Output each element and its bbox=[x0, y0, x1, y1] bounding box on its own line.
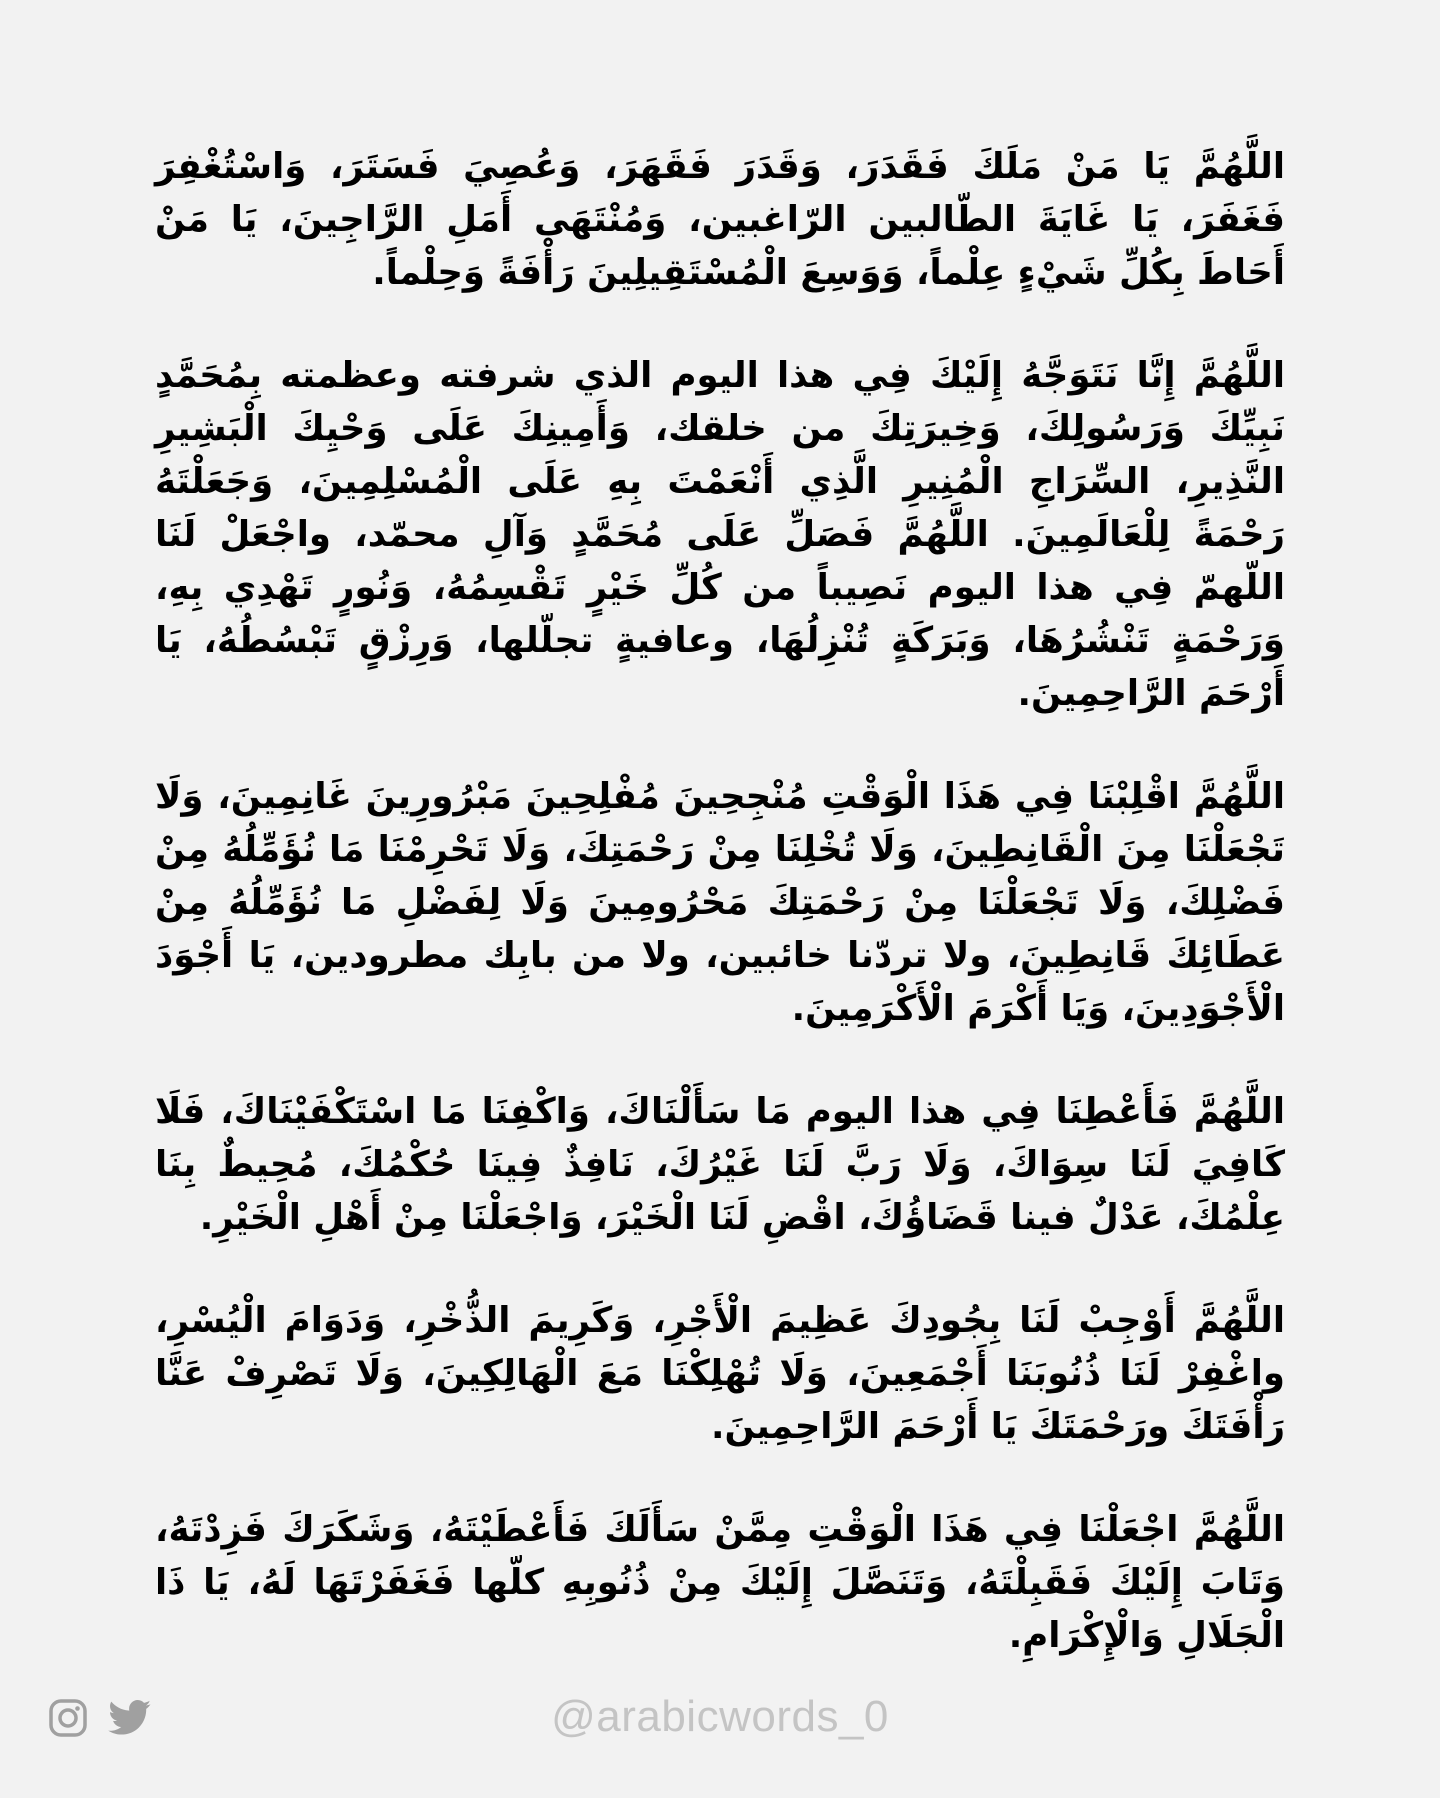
dua-text-body bbox=[155, 140, 1285, 1712]
footer bbox=[0, 1690, 1440, 1750]
dua-paragraph-2: اللَّهُمَّ إِنَّا نَتَوَجَّهُ إِلَيْكَ فِي هذا اليوم الذي شرفته وعظمته بِمُحَمَّدٍ نَبِيِّكَ وَرَسُولِكَ، وَخِيرَتِكَ من خلقك، وَأَمِينِكَ عَلَى وَحْيِكَ الْبَشِيرِ النَّذِيرِ، السِّرَاجِ الْمُنِيرِ الَّذِي أَنْعَمْتَ بِهِ عَلَى الْمُسْلِمِينَ، وَجَعَلْتَهُ رَحْمَةً لِلْعَالَمِينَ. اللَّهُمَّ فَصَلِّ عَلَى مُحَمَّدٍ وَآلِ محمّد، واجْعَلْ لَنَا اللّهمّ فِي هذا اليوم نَصِيباً من كُلِّ خَيْرٍ تَقْسِمُهُ، وَنُورٍ تَهْدِي بِهِ، وَرَحْمَةٍ تَنْشُرُهَا، وَبَرَكَةٍ تُنْزِلُهَا، وعافيةٍ تجلّلها، وَرِزْقٍ تَبْسُطُهُ، يَا أَرْحَمَ الرَّاحِمِينَ. bbox=[155, 355, 1285, 714]
dua-paragraph-4: اللَّهُمَّ فَأَعْطِنَا فِي هذا اليوم مَا سَأَلْنَاكَ، وَاكْفِنَا مَا اسْتَكْفَيْنَاكَ، فَلَا كَافِيَ لَنَا سِوَاكَ، وَلَا رَبَّ لَنَا غَيْرُكَ، نَافِذٌ فِينَا حُكْمُكَ، مُحِيطٌ بِنَا عِلْمُكَ، عَدْلٌ فينا قَضَاؤُكَ، اقْضِ لَنَا الْخَيْرَ، وَاجْعَلْنَا مِنْ أَهْلِ الْخَيْرِ. bbox=[155, 1091, 1285, 1238]
dua-paragraph-6: اللَّهُمَّ اجْعَلْنَا فِي هَذَا الْوَقْتِ مِمَّنْ سَأَلَكَ فَأَعْطَيْتَهُ، وَشَكَرَكَ فَزِدْتَهُ، وَتَابَ إِلَيْكَ فَقَبِلْتَهُ، وَتَنَصَّلَ إِلَيْكَ مِنْ ذُنُوبِهِ كلّها فَغَفَرْتَهَا لَهُ، يَا ذَا الْجَلَالِ وَالْإِكْرَامِ. bbox=[155, 1509, 1285, 1656]
dua-paragraph-1: اللَّهُمَّ يَا مَنْ مَلَكَ فَقَدَرَ، وَقَدَرَ فَقَهَرَ، وَعُصِيَ فَسَتَرَ، وَاسْتُغْفِرَ فَغَفَرَ، يَا غَايَةَ الطّالبين الرّاغبين، وَمُنْتَهَى أَمَلِ الرَّاجِينَ، يَا مَنْ أَحَاطَ بِكُلِّ شَيْءٍ عِلْماً، وَوَسِعَ الْمُسْتَقِيلِينَ رَأْفَةً وَحِلْماً. bbox=[155, 146, 1285, 293]
account-handle: @arabicwords_0 bbox=[551, 1692, 889, 1741]
dua-paragraph-5: اللَّهُمَّ أَوْجِبْ لَنَا بِجُودِكَ عَظِيمَ الْأَجْرِ، وَكَرِيمَ الذُّخْرِ، وَدَوَامَ الْيُسْرِ، واغْفِرْ لَنَا ذُنُوبَنَا أَجْمَعِينَ، وَلَا تُهْلِكْنَا مَعَ الْهَالِكِينَ، وَلَا تَصْرِفْ عَنَّا رَأْفَتَكَ ورَحْمَتَكَ يَا أَرْحَمَ الرَّاحِمِينَ. bbox=[155, 1300, 1285, 1447]
dua-paragraph-3: اللَّهُمَّ اقْلِبْنَا فِي هَذَا الْوَقْتِ مُنْجِحِينَ مُفْلِحِينَ مَبْرُورِينَ غَانِمِينَ، وَلَا تَجْعَلْنَا مِنَ الْقَانِطِينَ، وَلَا تُخْلِنَا مِنْ رَحْمَتِكَ، وَلَا تَحْرِمْنَا مَا نُؤَمِّلُهُ مِنْ فَضْلِكَ، وَلَا تَجْعَلْنَا مِنْ رَحْمَتِكَ مَحْرُومِينَ وَلَا لِفَضْلِ مَا نُؤَمِّلُهُ مِنْ عَطَائِكَ قَانِطِينَ، ولا تردّنا خائبين، ولا من بابِك مطرودين، يَا أَجْوَدَ الْأَجْوَدِينَ، وَيَا أَكْرَمَ الْأَكْرَمِينَ. bbox=[155, 776, 1285, 1029]
